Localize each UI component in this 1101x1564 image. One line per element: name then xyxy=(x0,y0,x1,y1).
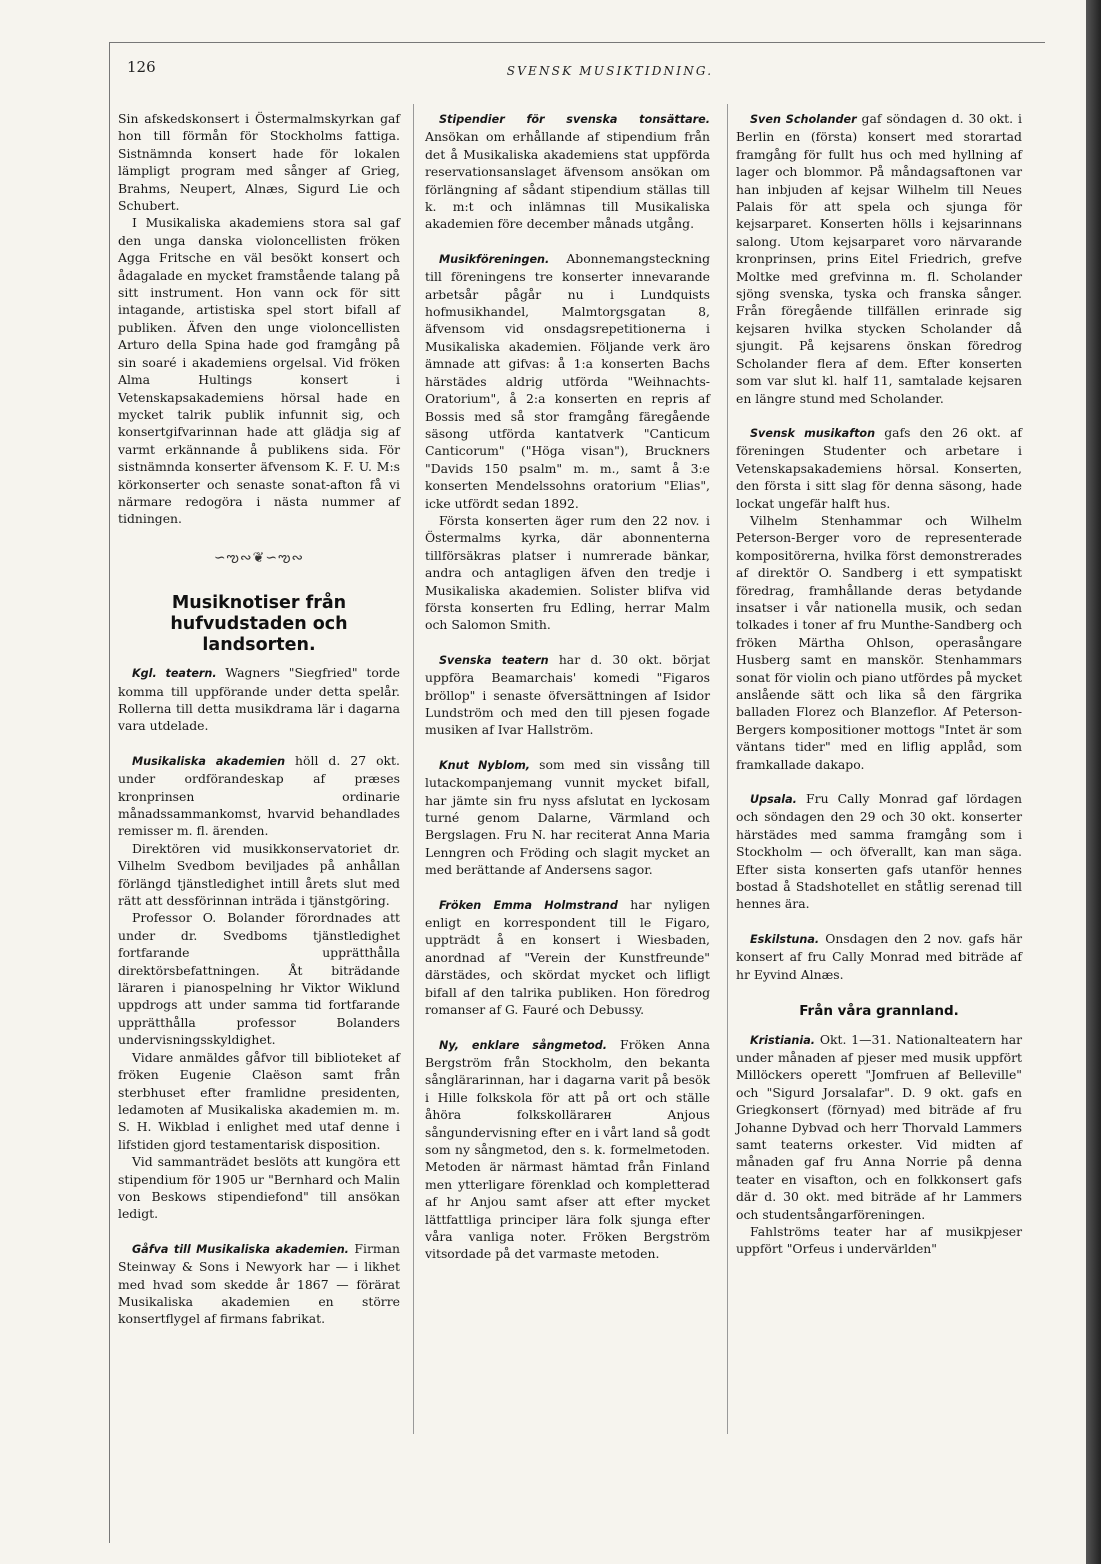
item-text: Fru Cally Monrad gaf lördagen och söndagen den 29 och 30 okt. konserter härstädes med samma framgång som i Stockholm — och öfverallt, kan man säga. Efter sista konserten gafs utanför hennes bostad å Stadshotellet en ståtlig serenad till hennes ära. xyxy=(736,791,1022,912)
item-text: har d. 30 okt. börjat uppföra Beamarchais' komedi "Figaros bröllop" i senaste öfversättningen af Isidor Lundström och med den till pjesen fogade musiken af Ivar Hallström. xyxy=(425,651,710,738)
item-text: Wagners "Siegfried" torde komma till uppförande under detta spelår. Rollerna till detta musikdrama lär i dagarna vara utdelade. xyxy=(118,665,400,734)
item-keyword: Kgl. teatern. xyxy=(132,667,217,681)
item-text: Firman Steinway & Sons i Newyork har — i likhet med hvad som skedde år 1867 — förärat Musikaliska akademien en större konsertflygel af firmans fabrikat. xyxy=(118,1240,400,1327)
news-item xyxy=(425,1036,710,1263)
paragraph: Vidare anmäldes gåfvor till biblioteket af fröken Eugenie Claëson samt från sterbhuset efter framlidne presidenten, ledamoten af Musikaliska akademien m. m. S. H. Wikblad i enlighet med utaf denne i lifstiden gjord testamentarisk disposition. xyxy=(118,1049,400,1152)
ornament-divider: ∽ఌ∾❦∽ఌ∾ xyxy=(213,549,305,566)
item-keyword: Ny, enklare sångmetod. xyxy=(439,1038,608,1052)
paragraph: I Musikaliska akademiens stora sal gaf den unga danska violoncellisten fröken Agga Fritsche en väl besökt konsert och ådagalade en mycket framstående talang på sitt instrument. Hon vann ock för sitt intagande, artistiska spel stort bifall af publiken. Äfven den unge violoncellisten Arturo della Spina hade god framgång på sin soaré i akademiens orgelsal. Vid fröken Alma Hultings konsert i Vetenskapsakademiens hörsal hade en mycket talrik publik infunnit sig, och konsertgifvarinnan hade att glädja sig af varmt erkännande å publikens sida. För sistnämnda konserter äfvensom K. F. U. M:s körkonserter och senaste sonat-afton få vi närmare redogöra i nästa nummer af tidningen. xyxy=(118,215,400,527)
column-rule xyxy=(413,104,414,1434)
item-keyword: Upsala. xyxy=(750,793,797,807)
news-item xyxy=(118,752,400,840)
item-text: gafs den 26 okt. af föreningen Studenter och arbetare i Vetenskapsakademiens hörsal. Konserten, den första i sitt slag för denna säsong, hade lockat ungefär halft hus. xyxy=(736,424,1023,511)
news-item xyxy=(736,110,1022,407)
subsection-title: Från våra grannland. xyxy=(799,1003,959,1020)
paragraph: Sin afskedskonsert i Östermalmskyrkan gaf hon till förmån för Stockholms fattiga. Sistnämnda konsert hade för lokalen lämpligt program med sånger af Grieg, Brahms, Neupert, Alnæs, Sigurd Lie och Schubert. xyxy=(118,111,400,214)
item-keyword: Fröken Emma Holmstrand xyxy=(439,898,618,912)
paragraph: Första konserten äger rum den 22 nov. i Östermalms kyrka, där abonnenterna tillförsäkras platser i numrerade bänkar, andra och antagligen äfven den tredje i Musikaliska akademien. Solister blifva vid första konserten fru Edling, herrar Malm och Salomon Smith. xyxy=(425,512,710,633)
column-rule xyxy=(727,104,728,1434)
item-text: höll d. 27 okt. under ordförandeskap af præses kronprinsen ordinarie månadssammankomst, hvarvid behandlades remisser m. fl. ärenden. xyxy=(118,752,400,839)
item-text: Abonnemangsteckning till föreningens tre konserter innevarande arbetsår pågår nu i Lundquists hofmusikhandel, Malmtorgsgatan 8, äfvensom vid onsdagsrepetitionerna i Musikaliska akademien. Följande verk äro ämnade att gifvas: å 1:a konserten Bachs härstädes aldrig utförda "Weihnachts-Oratorium", å 2:a konserten en repris af Bossis med så stor framgång färegående säsong utförda kantatverk "Canticum Canticorum" ("Höga visan"), Bruckners "Davids 150 psalm" m. m., samt å 3:e konserten Mendelssohns oratorium "Elias", icke utfördt sedan 1892. xyxy=(425,250,710,511)
item-keyword: Eskilstuna. xyxy=(750,932,820,946)
news-item xyxy=(425,110,710,233)
item-keyword: Musikaliska akademien xyxy=(132,754,286,768)
item-text: Okt. 1—31. Nationalteatern har under månaden af pjeser med musik uppfört Millöckers operett "Jomfruen af Belleville" och "Sigurd Jorsalafar". D. 9 okt. gafs en Griegkonsert (förnyad) med biträde af fru Johanne Dybvad och herr Thorvald Lammers samt teaterns orkester. Vid midten af månaden gaf fru Anna Norrie på denna teater en visafton, och en folkkonsert gafs där d. 30 okt. med biträde af hr Lammers och studentsångarföreningen. xyxy=(736,1031,1022,1222)
paragraph: Vid sammanträdet beslöts att kungöra ett stipendium för 1905 ur "Bernhard och Malin von Beskows stipendiefond" till ansökan ledigt. xyxy=(118,1154,400,1222)
item-text: Onsdagen den 2 nov. gafs här konsert af fru Cally Monrad med biträde af hr Eyvind Alnæs. xyxy=(736,930,1022,982)
column-3 xyxy=(736,110,1022,1258)
paragraph: Direktören vid musikkonservatoriet dr. Vilhelm Svedbom beviljades på anhållan förlängd tjänstledighet intill årets slut med rätt att dessförinnan inträda i tjänstgöring. xyxy=(118,840,400,909)
news-item xyxy=(736,930,1022,983)
news-item xyxy=(736,790,1022,913)
item-keyword: Svenska teatern xyxy=(439,653,549,667)
item-keyword: Stipendier för svenska tonsättare. xyxy=(439,113,710,126)
section-title: Musiknotiser från hufvudstaden och landsorten. xyxy=(170,593,348,656)
running-head: SVENSK MUSIKTIDNING. xyxy=(506,64,714,78)
news-item xyxy=(118,1240,400,1328)
item-keyword: Sven Scholander xyxy=(750,113,857,126)
item-keyword: Gåfva till Musikaliska akademien. xyxy=(132,1242,349,1256)
news-item xyxy=(118,664,400,735)
news-item xyxy=(736,424,1022,512)
news-item xyxy=(425,756,710,879)
scan-edge xyxy=(1086,0,1101,1564)
item-text: Ansökan om erhållande af stipendium från det å Musikaliska akademiens stat uppförda reservationsanslaget äfvensom ansökan om förlängning af sådant stipendium ställas till k. m:t och inlämnas till Musikaliska akademien före december månads utgång. xyxy=(425,129,710,232)
column-1 xyxy=(118,110,400,1328)
news-item xyxy=(425,250,710,512)
news-item xyxy=(425,651,710,739)
item-keyword: Kristiania. xyxy=(750,1033,816,1047)
paragraph: Vilhelm Stenhammar och Wilhelm Peterson-Berger voro de representerade kompositörerna, hvilka först demonstrerades af direktör O. Sandberg i ett sympatiskt föredrag, framhållande deras betydande insatser i vår nationella musik, och sedan tolkades i toner af fru Munthe-Sandberg och fröken Märtha Ohlson, operasångare Husberg samt en manskör. Stenhammars sonat för violin och piano utfördes på mycket anslående sätt och lika så den färgrika balladen Florez och Blanzeflor. Af Peterson-Bergers kompositioner mottogs "Intet är som väntans tider" med en liflig applåd, som framkallade dakapo. xyxy=(736,512,1022,772)
page-number: 126 xyxy=(127,58,156,76)
item-keyword: Knut Nyblom, xyxy=(439,758,531,772)
item-keyword: Musikföreningen. xyxy=(439,252,550,266)
item-text: gaf söndagen d. 30 okt. i Berlin en (första) konsert med storartad framgång för fullt hus och med hyllning af lager och blommor. På måndagsaftonen var han inbjuden af kejsar Wilhelm till Neues Palais för att spela och sjunga för kejsarparet. Konserten hölls i kejsarinnans salong. Utom kejsarparet voro närvarande kronprinsen, prins Eitel Friedrich, grefve Moltke med grefvinna m. fl. Scholander sjöng svenska, tyska och franska sånger. Från föregående tillfällen erinrade sig kejsaren hvilka stycken Scholander då sjungit. På kejsarens önskan föredrog Scholander flera af dem. Efter konserten som var slut kl. half 11, samtalade kejsaren en längre stund med Scholander. xyxy=(736,111,1022,406)
item-keyword: Svensk musikafton xyxy=(750,426,876,440)
paragraph: Professor O. Bolander förordnades att under dr. Svedboms tjänstledighet fortfarande upprätthålla direktörsbefattningen. Åt biträdande läraren i pianospelning hr Viktor Wiklund uppdrogs att under samma tid fortfarande upprätthålla professor Bolanders undervisningsskyldighet. xyxy=(118,910,400,1048)
news-item xyxy=(425,896,710,1019)
paragraph: Fahlströms teater har af musikpjeser uppfört "Orfeus i undervärlden" xyxy=(736,1223,1022,1257)
column-2 xyxy=(425,110,710,1263)
item-text: har nyligen enligt en korrespondent till le Figaro, uppträdt å en konsert i Wiesbaden, anordnad af "Verein der Kunstfreunde" därstädes, och skördat mycket och lifligt bifall af den talrika publiken. Hon föredrog romanser af G. Fauré och Debussy. xyxy=(425,896,710,1018)
item-text: Fröken Anna Bergström från Stockholm, den bekanta sånglärarinnan, har i dagarna varit på besök i Hille folkskola för att på ort och ställe åhöra folkskollärarен Anjous sångundervisning efter en i vårt land så godt som ny sångmetod, den s. k. formelmetoden. Metoden är närmast hämtad från Finland men ytterligare förenklad och kompletterad af hr Anjou samt afser att efter mycket lättfattliga principer lära folk sjunga efter våra vanliga noter. Fröken Bergström vitsordade på det varmaste metoden. xyxy=(425,1036,710,1262)
item-text: som med sin vissång till lutackompanjemang vunnit mycket bifall, har jämte sin fru nyss afslutat en lyckosam turné genom Dalarne, Värmland och Bergslagen. Fru N. har reciterat Anna Maria Lenngren och Fröding och slagit mycket an med berättande af Andersens sagor. xyxy=(425,756,710,878)
news-item xyxy=(736,1031,1022,1223)
